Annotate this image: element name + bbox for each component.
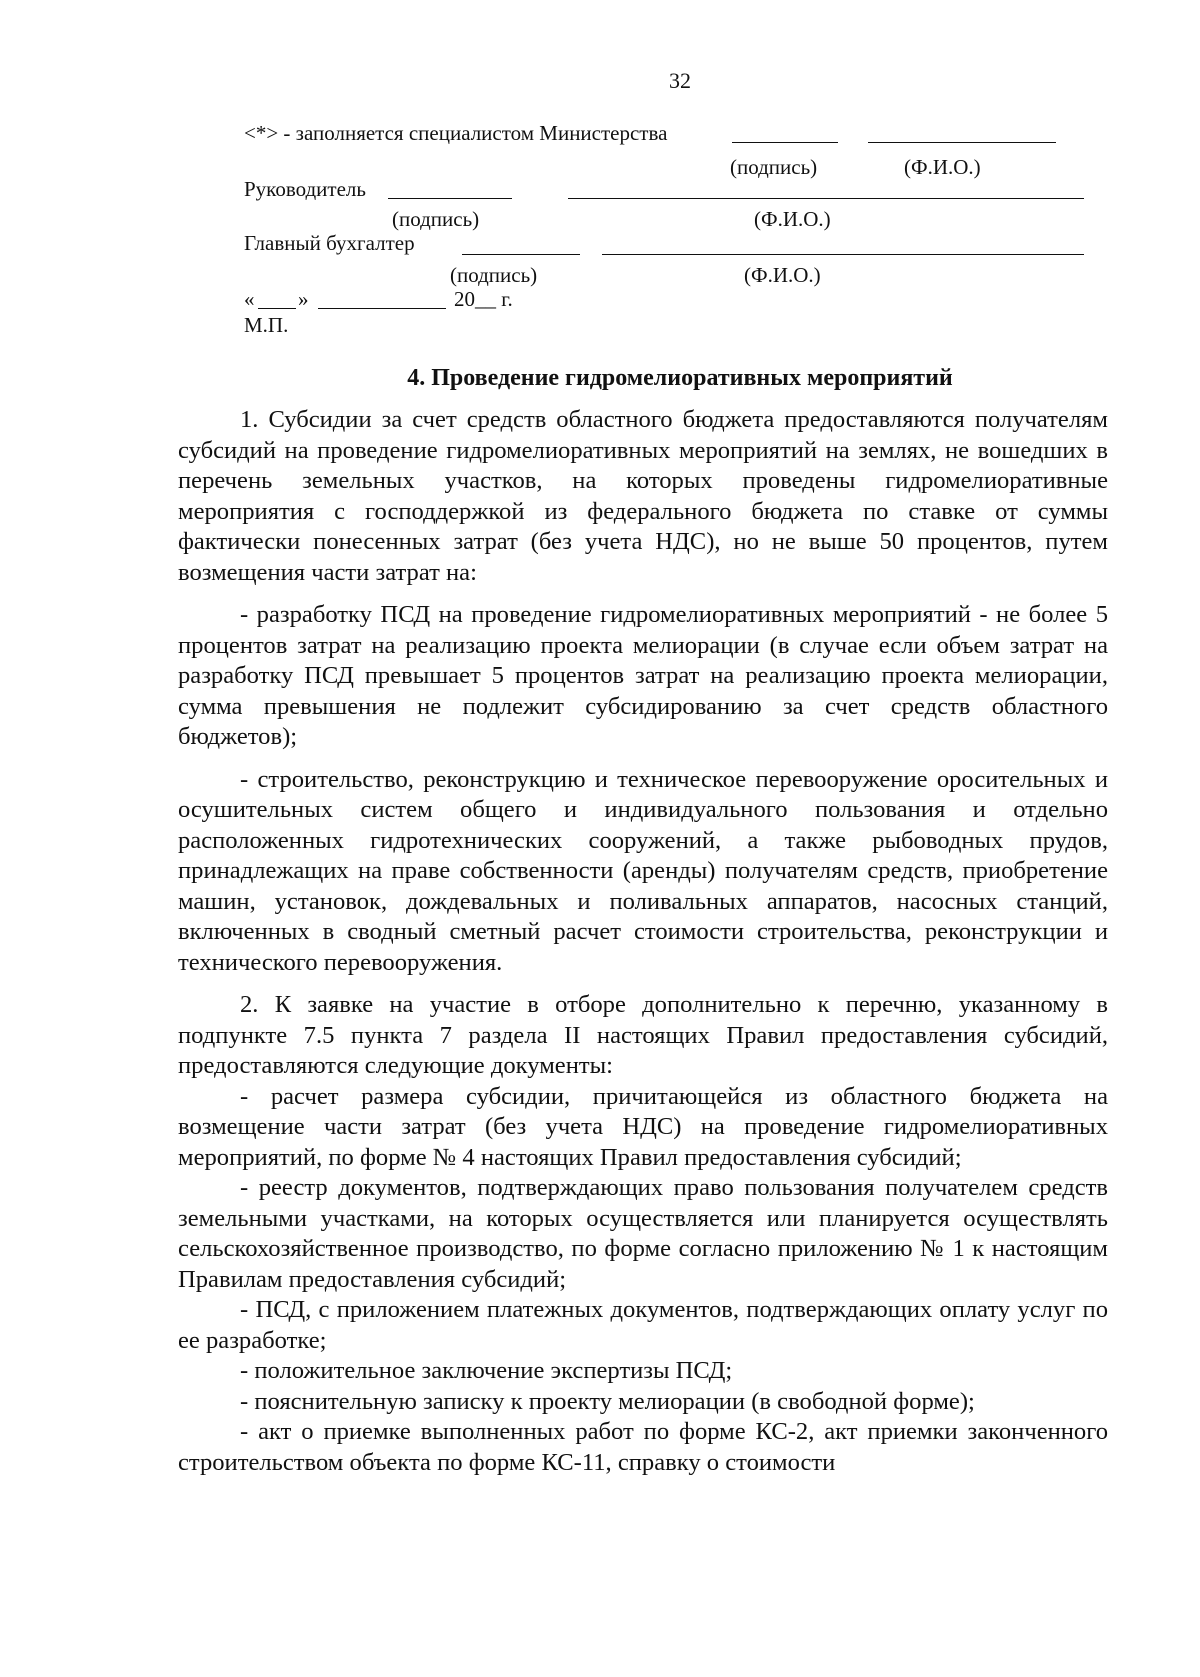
date-year: 20__ г. [454, 287, 513, 311]
paragraph-1: 1. Субсидии за счет средств областного бюджета предоставляются получателям субсидий на проведение гидромелиоративных мероприятий на землях, не вошедших в перечень земельных участков, на которых проведены гидромелиоративные мероприятия с господдержкой из федерального бюджета по ставке от суммы фактически понесенных затрат (без учета НДС), но не выше 50 процентов, путем возмещения части затрат на: [178, 406, 1108, 586]
paragraph-psd-development: - разработку ПСД на проведение гидромелиоративных мероприятий - не более 5 процентов затрат на реализацию проекта мелиорации (в случае если объем затрат на разработку ПСД превышает 5 процентов затрат на реализацию проекта мелиорации, сумма превышения не подлежит субсидированию за счет средств областного бюджетов); [178, 601, 1108, 750]
paragraph-psd-payment: - ПСД, с приложением платежных документов, подтверждающих оплату услуг по ее разработке; [178, 1296, 1108, 1354]
ministry-signature-caption: (подпись) [730, 155, 818, 179]
date-month-line [318, 308, 446, 309]
paragraph-expertise: - положительное заключение экспертизы ПСД; [240, 1357, 733, 1384]
head-label: Руководитель [244, 177, 366, 201]
ministry-signature-line [732, 142, 838, 143]
head-signature-caption: (подпись) [392, 207, 480, 231]
stamp-label: М.П. [244, 313, 289, 337]
section-title: 4. Проведение гидромелиоративных мероприятий [407, 365, 953, 391]
accountant-label: Главный бухгалтер [244, 231, 415, 255]
head-name-line [568, 198, 1084, 199]
head-signature-line [388, 198, 512, 199]
date-open-quote: « [244, 287, 255, 311]
paragraph-explanatory-note: - пояснительную записку к проекту мелиорации (в свободной форме); [240, 1387, 975, 1415]
ministry-name-line [868, 142, 1056, 143]
paragraph-construction: - строительство, реконструкцию и техническое перевооружение оросительных и осушительных систем общего и индивидуального пользования и отдельно расположенных гидротехнических сооружений, а также рыбоводных прудов, принадлежащих на праве собственности (аренды) получателям средств, приобретение машин, установок, дождевальных и поливальных аппаратов, насосных станций, включенных в сводный сметный расчет стоимости строительства, реконструкции и технического перевооружения. [178, 765, 1108, 976]
paragraph-2: 2. К заявке на участие в отборе дополнительно к перечню, указанному в подпункте 7.5 пункта 7 раздела II настоящих Правил предоставления субсидий, предоставляются следующие документы: [178, 991, 1108, 1079]
accountant-signature-caption: (подпись) [450, 263, 538, 287]
accountant-name-line [602, 254, 1084, 255]
paragraph-land-registry: - реестр документов, подтверждающих право пользования получателем средств земельными участками, на которых осуществляется или планируется осуществлять сельскохозяйственное производство, по форме согласно приложению № 1 к настоящим Правилам предоставления субсидий; [178, 1174, 1108, 1293]
paragraph-acceptance-acts: - акт о приемке выполненных работ по форме КС-2, акт приемки законченного строительством объекта по форме КС-11, справку о стоимости [178, 1418, 1108, 1476]
head-name-caption: (Ф.И.О.) [754, 207, 831, 231]
ministry-note: <*> - заполняется специалистом Министерства [244, 121, 668, 145]
accountant-name-caption: (Ф.И.О.) [744, 263, 821, 287]
ministry-name-caption: (Ф.И.О.) [904, 155, 981, 179]
date-day-line [258, 308, 296, 309]
section-body [178, 405, 1108, 1478]
date-close-quote: » [298, 287, 309, 311]
accountant-signature-line [462, 254, 580, 255]
page-number: 32 [669, 68, 691, 93]
paragraph-subsidy-calculation: - расчет размера субсидии, причитающейся из областного бюджета на возмещение части затрат (без учета НДС) на проведение гидромелиоративных мероприятий, по форме № 4 настоящих Правил предоставления субсидий; [178, 1082, 1108, 1171]
